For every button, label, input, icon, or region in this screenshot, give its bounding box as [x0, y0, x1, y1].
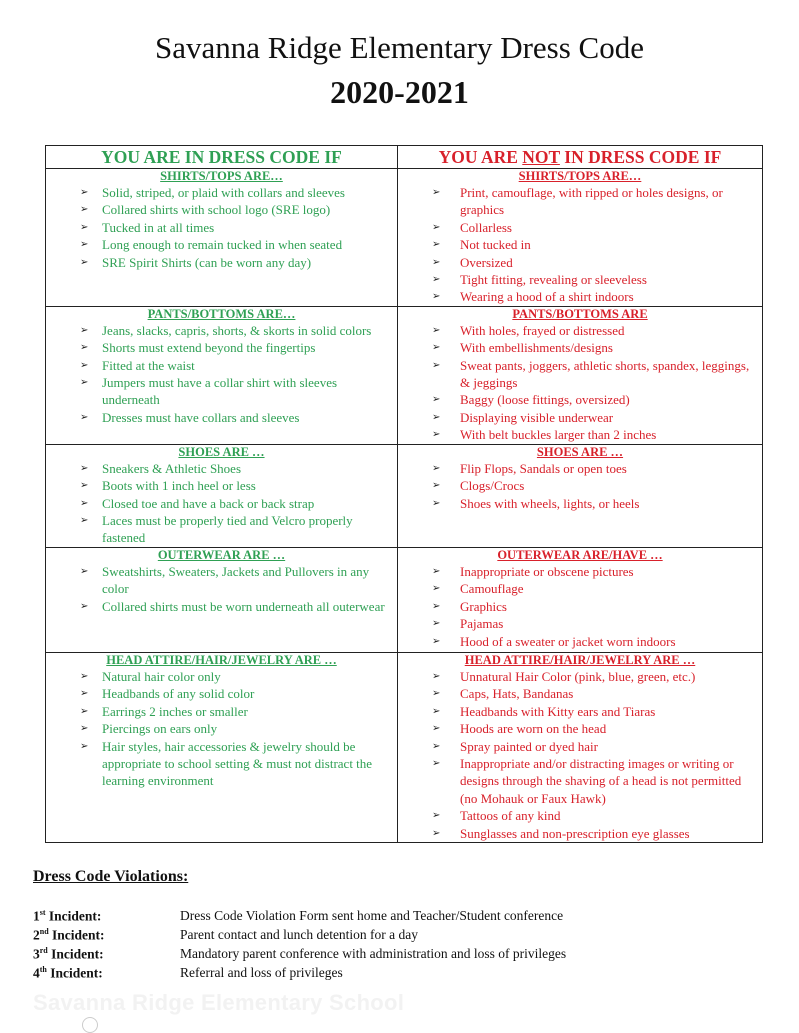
list-item-text: Collared shirts must be worn underneath all outerwear: [102, 598, 385, 614]
arrow-bullet-icon: ➢: [80, 239, 89, 251]
list-item-text: Tattoos of any kind: [460, 808, 561, 824]
dress-code-row: [46, 444, 763, 547]
list-item-text: Piercings on ears only: [102, 721, 218, 737]
list-item: [402, 633, 758, 650]
list-item: [50, 460, 393, 477]
not-allowed-cell: [398, 306, 763, 444]
list-item: [402, 409, 758, 426]
list-item: [50, 409, 393, 426]
arrow-bullet-icon: ➢: [432, 239, 441, 251]
incident-number: 1: [33, 908, 40, 924]
arrow-bullet-icon: ➢: [432, 688, 441, 700]
list-item: [402, 322, 758, 339]
incident-label: [33, 908, 101, 925]
list-item-text: With belt buckles larger than 2 inches: [460, 427, 657, 443]
arrow-bullet-icon: ➢: [80, 497, 89, 509]
list-item: [402, 720, 758, 737]
list-item: [402, 219, 758, 236]
list-item: [50, 322, 393, 339]
item-list: [402, 322, 758, 444]
list-item: [50, 685, 393, 702]
arrow-bullet-icon: ➢: [432, 359, 441, 371]
list-item-text: Clogs/Crocs: [460, 478, 525, 494]
school-year: 2020-2021: [330, 74, 469, 110]
list-item-text: Inappropriate or obscene pictures: [460, 563, 634, 579]
incident-ordinal: nd: [39, 927, 49, 936]
list-item: [50, 254, 393, 271]
arrow-bullet-icon: ➢: [432, 810, 441, 822]
list-item: [50, 477, 393, 494]
item-list: [402, 460, 758, 512]
list-item-text: Flip Flops, Sandals or open toes: [460, 460, 627, 476]
list-item-text: Hair styles, hair accessories & jewelry should be appropriate to school setting & must not distract the learning environment: [102, 738, 373, 789]
violations-heading: Dress Code Violations:: [33, 868, 189, 885]
list-item-text: Caps, Hats, Bandanas: [460, 686, 574, 702]
arrow-bullet-icon: ➢: [432, 497, 441, 509]
list-item: [50, 219, 393, 236]
arrow-bullet-icon: ➢: [80, 324, 89, 336]
incident-label-text: Incident:: [45, 908, 102, 924]
list-item-text: Shoes with wheels, lights, or heels: [460, 495, 640, 511]
allowed-cell: [46, 169, 398, 307]
not-allowed-cell: [398, 652, 763, 842]
arrow-bullet-icon: ➢: [80, 204, 89, 216]
list-item-text: Tucked in at all times: [102, 219, 215, 235]
list-item-text: Oversized: [460, 254, 513, 270]
arrow-bullet-icon: ➢: [80, 670, 89, 682]
not-allowed-cell: [398, 444, 763, 547]
arrow-bullet-icon: ➢: [432, 635, 441, 647]
list-item: [402, 254, 758, 271]
item-list: [50, 563, 393, 615]
list-item-text: Camouflage: [460, 581, 524, 597]
section-title: OUTERWEAR ARE/HAVE …: [497, 547, 663, 562]
list-item-text: Baggy (loose fittings, oversized): [460, 392, 630, 408]
arrow-bullet-icon: ➢: [80, 565, 89, 577]
list-item: [50, 236, 393, 253]
list-item-text: Headbands of any solid color: [102, 686, 255, 702]
circle-icon: [82, 1017, 98, 1033]
incident-row: [33, 908, 773, 927]
arrow-bullet-icon: ➢: [80, 342, 89, 354]
list-item: [50, 495, 393, 512]
arrow-bullet-icon: ➢: [80, 515, 89, 527]
arrow-bullet-icon: ➢: [80, 600, 89, 612]
section-title: SHOES ARE …: [178, 444, 265, 459]
list-item-text: Earrings 2 inches or smaller: [102, 703, 248, 719]
arrow-bullet-icon: ➢: [432, 600, 441, 612]
arrow-bullet-icon: ➢: [432, 757, 441, 769]
list-item-text: Natural hair color only: [102, 668, 221, 684]
list-item-text: Spray painted or dyed hair: [460, 738, 598, 754]
list-item: [402, 288, 758, 305]
arrow-bullet-icon: ➢: [432, 411, 441, 423]
school-watermark: Savanna Ridge Elementary School: [33, 990, 405, 1015]
arrow-bullet-icon: ➢: [80, 411, 89, 423]
arrow-bullet-icon: ➢: [432, 480, 441, 492]
list-item-text: Shorts must extend beyond the fingertips: [102, 340, 316, 356]
list-item: [50, 184, 393, 201]
list-item-text: Hood of a sweater or jacket worn indoors: [460, 633, 676, 649]
incident-label-text: Incident:: [48, 927, 105, 943]
arrow-bullet-icon: ➢: [432, 342, 441, 354]
list-item: [50, 374, 393, 409]
arrow-bullet-icon: ➢: [432, 187, 441, 198]
list-item-text: Solid, striped, or plaid with collars and sleeves: [102, 185, 345, 200]
list-item-text: Collarless: [460, 219, 512, 235]
incident-consequence: Referral and loss of privileges: [180, 965, 343, 980]
incident-number: 2: [33, 927, 40, 943]
list-item: [50, 738, 393, 790]
arrow-bullet-icon: ➢: [80, 462, 89, 474]
arrow-bullet-icon: ➢: [432, 670, 441, 682]
not-allowed-cell: [398, 547, 763, 652]
section-title: OUTERWEAR ARE …: [157, 547, 286, 562]
list-item-text: Sneakers & Athletic Shoes: [102, 460, 242, 476]
list-item: [402, 460, 758, 477]
list-item: [50, 720, 393, 737]
not-in-dress-code-header: YOU ARE NOT IN DRESS CODE IF: [398, 146, 763, 169]
section-title: SHIRTS/TOPS ARE…: [518, 169, 642, 183]
list-item-text: Collared shirts with school logo (SRE logo): [102, 202, 331, 218]
list-item: [50, 512, 393, 547]
arrow-bullet-icon: ➢: [80, 221, 89, 233]
list-item: [402, 357, 758, 392]
list-item: [402, 703, 758, 720]
list-item-text: Unnatural Hair Color (pink, blue, green, etc.): [460, 668, 696, 684]
list-item: [402, 339, 758, 356]
incident-label: [33, 946, 104, 963]
list-item-text: With embellishments/designs: [460, 340, 613, 356]
dress-code-table: [45, 145, 763, 843]
list-item-text: Pajamas: [460, 616, 504, 632]
incident-row: [33, 946, 773, 965]
arrow-bullet-icon: ➢: [80, 187, 89, 198]
arrow-bullet-icon: ➢: [432, 565, 441, 577]
allowed-cell: [46, 306, 398, 444]
arrow-bullet-icon: ➢: [432, 256, 441, 268]
section-title: PANTS/BOTTOMS ARE…: [147, 306, 296, 321]
list-item: [50, 703, 393, 720]
list-item: [402, 598, 758, 615]
incident-consequence: Mandatory parent conference with administration and loss of privileges: [180, 946, 567, 961]
incident-label: [33, 965, 103, 982]
incident-label-text: Incident:: [46, 965, 103, 981]
item-list: [50, 668, 393, 790]
list-item-text: Laces must be properly tied and Velcro properly fastened: [102, 513, 353, 546]
list-item-text: Print, camouflage, with ripped or holes designs, or graphics: [460, 185, 723, 218]
list-item: [402, 271, 758, 288]
list-item: [402, 825, 758, 842]
list-item-text: Headbands with Kitty ears and Tiaras: [460, 703, 656, 719]
arrow-bullet-icon: ➢: [432, 740, 441, 752]
arrow-bullet-icon: ➢: [432, 394, 441, 406]
arrow-bullet-icon: ➢: [432, 291, 441, 303]
arrow-bullet-icon: ➢: [432, 705, 441, 717]
arrow-bullet-icon: ➢: [80, 377, 89, 389]
dress-code-row: [46, 652, 763, 842]
list-item-text: Wearing a hood of a shirt indoors: [460, 289, 634, 305]
arrow-bullet-icon: ➢: [80, 480, 89, 492]
list-item-text: Graphics: [460, 598, 507, 614]
list-item: [402, 615, 758, 632]
incident-label-text: Incident:: [47, 946, 104, 962]
incident-number: 3: [33, 946, 40, 962]
incident-ordinal: st: [39, 908, 46, 917]
arrow-bullet-icon: ➢: [432, 221, 441, 233]
incident-number: 4: [33, 965, 40, 981]
arrow-bullet-icon: ➢: [432, 324, 441, 336]
list-item-text: Hoods are worn on the head: [460, 721, 607, 737]
list-item: [402, 426, 758, 443]
list-item: [402, 738, 758, 755]
list-item: [402, 580, 758, 597]
item-list: [50, 460, 393, 547]
arrow-bullet-icon: ➢: [432, 583, 441, 595]
incident-list: [33, 908, 773, 984]
section-title: HEAD ATTIRE/HAIR/JEWELRY ARE …: [106, 652, 337, 667]
arrow-bullet-icon: ➢: [432, 723, 441, 735]
list-item: [402, 807, 758, 824]
list-item: [402, 668, 758, 685]
list-item-text: Dresses must have collars and sleeves: [102, 409, 300, 425]
section-title: PANTS/BOTTOMS ARE: [512, 306, 648, 321]
list-item-text: Tight fitting, revealing or sleeveless: [460, 272, 647, 288]
list-item-text: Sunglasses and non-prescription eye glasses: [460, 825, 690, 841]
item-list: [50, 184, 393, 271]
dress-code-row: [46, 547, 763, 652]
list-item: [402, 685, 758, 702]
arrow-bullet-icon: ➢: [80, 359, 89, 371]
incident-row: [33, 927, 773, 946]
list-item-text: Displaying visible underwear: [460, 409, 614, 425]
list-item-text: Inappropriate and/or distracting images or writing or designs through the shaving of a head is not permitted (no Mohauk or Faux Hawk): [460, 755, 742, 806]
incident-label: [33, 927, 105, 944]
section-title: SHIRTS/TOPS ARE…: [160, 169, 283, 183]
list-item-text: Boots with 1 inch heel or less: [102, 478, 256, 494]
allowed-cell: [46, 547, 398, 652]
list-item-text: Jumpers must have a collar shirt with sleeves underneath: [102, 375, 338, 408]
arrow-bullet-icon: ➢: [80, 723, 89, 735]
item-list: [402, 668, 758, 842]
list-item-text: SRE Spirit Shirts (can be worn any day): [102, 254, 312, 270]
arrow-bullet-icon: ➢: [432, 827, 441, 839]
arrow-bullet-icon: ➢: [80, 740, 89, 752]
list-item: [50, 563, 393, 598]
list-item: [50, 668, 393, 685]
arrow-bullet-icon: ➢: [432, 274, 441, 286]
list-item: [50, 357, 393, 374]
incident-consequence: Parent contact and lunch detention for a day: [180, 927, 419, 942]
list-item: [402, 755, 758, 807]
arrow-bullet-icon: ➢: [432, 429, 441, 441]
list-item: [50, 598, 393, 615]
list-item-text: Closed toe and have a back or back strap: [102, 495, 315, 511]
allowed-cell: [46, 652, 398, 842]
list-item: [402, 563, 758, 580]
list-item-text: With holes, frayed or distressed: [460, 322, 625, 338]
incident-ordinal: rd: [39, 946, 48, 955]
arrow-bullet-icon: ➢: [80, 256, 89, 268]
not-allowed-cell: [398, 169, 763, 307]
item-list: [402, 184, 758, 306]
list-item-text: Not tucked in: [460, 237, 531, 253]
arrow-bullet-icon: ➢: [432, 462, 441, 474]
section-title: HEAD ATTIRE/HAIR/JEWELRY ARE …: [464, 652, 696, 667]
incident-ordinal: th: [39, 965, 47, 974]
list-item: [402, 391, 758, 408]
list-item-text: Long enough to remain tucked in when seated: [102, 237, 343, 253]
item-list: [50, 322, 393, 426]
list-item-text: Fitted at the waist: [102, 357, 195, 373]
document-title: Savanna Ridge Elementary Dress Code: [155, 30, 644, 65]
list-item-text: Sweatshirts, Sweaters, Jackets and Pullovers in any color: [102, 563, 370, 597]
arrow-bullet-icon: ➢: [80, 705, 89, 717]
section-title: SHOES ARE …: [536, 444, 624, 459]
list-item: [402, 495, 758, 512]
list-item: [50, 201, 393, 218]
list-item: [402, 477, 758, 494]
list-item-text: Sweat pants, joggers, athletic shorts, spandex, leggings, & jeggings: [460, 357, 750, 391]
list-item: [402, 236, 758, 253]
list-item: [402, 184, 758, 219]
in-dress-code-header: YOU ARE IN DRESS CODE IF: [46, 146, 398, 169]
list-item: [50, 339, 393, 356]
item-list: [402, 563, 758, 650]
incident-row: [33, 965, 773, 984]
list-item-text: Jeans, slacks, capris, shorts, & skorts in solid colors: [102, 322, 372, 338]
dress-code-row: [46, 306, 763, 444]
incident-consequence: Dress Code Violation Form sent home and Teacher/Student conference: [180, 908, 564, 923]
arrow-bullet-icon: ➢: [80, 688, 89, 700]
arrow-bullet-icon: ➢: [432, 618, 441, 630]
allowed-cell: [46, 444, 398, 547]
dress-code-row: [46, 169, 763, 307]
